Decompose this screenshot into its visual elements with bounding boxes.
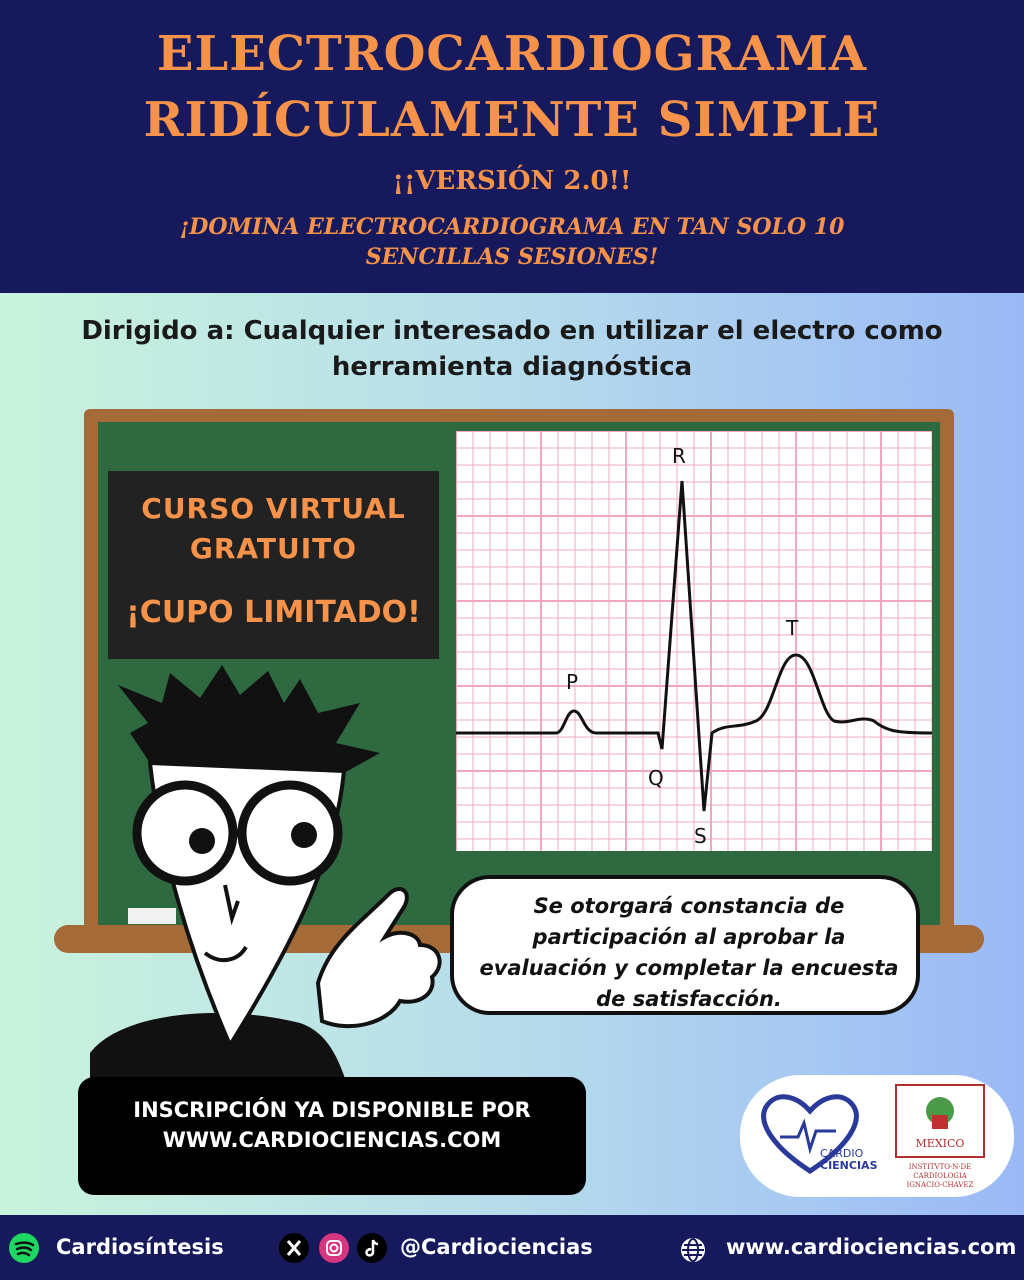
- right-pupil: [291, 822, 317, 848]
- glasses-left-lens: [137, 785, 233, 881]
- title-line-2: RIDÍCULAMENTE SIMPLE: [143, 92, 881, 148]
- speech-bubble: [450, 875, 920, 1015]
- ecg-label-r: R: [672, 444, 686, 468]
- spotify-icon[interactable]: [8, 1232, 40, 1264]
- x-icon[interactable]: [278, 1232, 310, 1264]
- cardio-logo-text-2: CIENCIAS: [820, 1159, 878, 1172]
- tiktok-icon[interactable]: [356, 1232, 388, 1264]
- globe-icon: [680, 1237, 706, 1263]
- course-title: CURSO VIRTUAL GRATUITO: [141, 492, 406, 565]
- course-limited-label: ¡CUPO LIMITADO!: [126, 595, 421, 630]
- institute-text-1: INSTITVTO·N·DE: [908, 1163, 972, 1171]
- footer-bar: [0, 1215, 1024, 1280]
- main-section: [0, 293, 1024, 1215]
- partner-logos: [740, 1075, 1014, 1197]
- tagline: ¡DOMINA ELECTROCARDIOGRAMA EN TAN SOLO 10 SENCILLAS SESIONES!: [179, 214, 845, 270]
- website-link[interactable]: www.cardiociencias.com: [726, 1235, 1017, 1259]
- signup-text: INSCRIPCIÓN YA DISPONIBLE POR WWW.CARDIOCIENCIAS.COM: [133, 1098, 531, 1152]
- logo-panel: [740, 1075, 1014, 1197]
- ecg-label-s: S: [694, 824, 707, 848]
- character-hand: [318, 889, 440, 1026]
- ecg-label-p: P: [566, 670, 579, 694]
- podcast-name[interactable]: Cardiosíntesis: [56, 1235, 224, 1259]
- institute-text-2: CARDIOLOGIA: [913, 1172, 967, 1180]
- title-line-1: ELECTROCARDIOGRAMA: [156, 26, 868, 82]
- institute-country-text: MEXICO: [915, 1137, 965, 1150]
- ecg-label-t: T: [786, 616, 799, 640]
- signup-banner[interactable]: [78, 1077, 586, 1195]
- glasses-right-lens: [242, 785, 338, 881]
- instagram-icon[interactable]: [318, 1232, 350, 1264]
- version-label: ¡¡VERSIÓN 2.0!!: [392, 166, 632, 196]
- cardio-logo-text-1: CARDIO: [820, 1147, 864, 1160]
- audience-text: Dirigido a: Cualquier interesado en utilizar el electro como herramienta diagnóstica: [81, 316, 943, 382]
- header-banner: [0, 0, 1024, 293]
- institute-text-3: IGNACIO·CHAVEZ: [906, 1181, 974, 1189]
- left-pupil: [189, 828, 215, 854]
- social-handle[interactable]: @Cardiociencias: [400, 1235, 593, 1259]
- ecg-label-q: Q: [648, 766, 664, 790]
- speech-bubble-text: Se otorgará constancia de participación al aprobar la evaluación y completar la encuesta de satisfacción.: [479, 894, 899, 1011]
- character-hair: [118, 665, 380, 773]
